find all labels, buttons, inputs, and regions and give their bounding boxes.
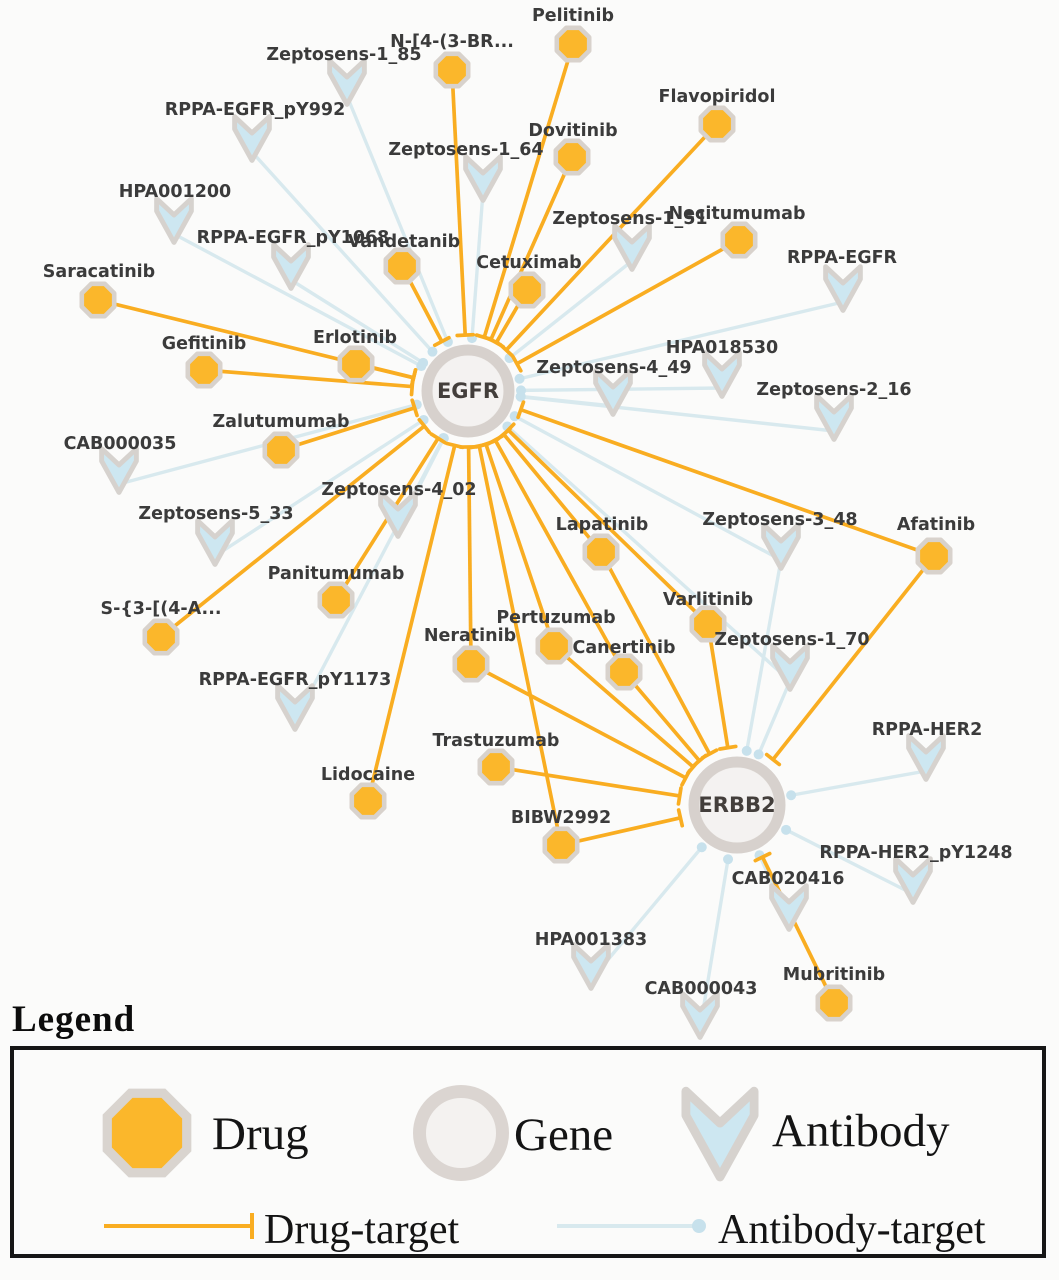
drug-label-afatinib: Afatinib [896, 515, 976, 535]
antibody-label-zeptosens-2-16: Zeptosens-2_16 [756, 380, 912, 400]
drug-label-varlitinib: Varlitinib [662, 590, 754, 610]
drug-node-bibw2992[interactable] [545, 829, 577, 861]
drug-node-lapatinib[interactable] [585, 536, 617, 568]
drug-target-edge-tee-lidocaine-egfr [447, 444, 463, 448]
antibody-target-edge-dot-rppa-her2-py1248-erbb2 [781, 825, 791, 835]
antibody-label-cab000043: CAB000043 [644, 979, 758, 999]
legend-antibody-icon [676, 1080, 764, 1186]
drug-target-edge-tee-afatinib-egfr [518, 402, 523, 417]
drug-label-trastuzumab: Trastuzumab [432, 731, 560, 751]
drug-node-afatinib[interactable] [918, 540, 950, 572]
antibody-label-cab000035: CAB000035 [63, 434, 177, 454]
legend-drug-label: Drug [212, 1108, 309, 1160]
antibody-target-edge-dot-rppa-her2-erbb2 [786, 790, 796, 800]
drug-node-gefitinib[interactable] [188, 354, 220, 386]
drug-label-canertinib: Canertinib [572, 638, 676, 658]
drug-node-s-3-4-a[interactable] [145, 621, 177, 653]
drug-node-pelitinib[interactable] [557, 28, 589, 60]
drug-label-flavopiridol: Flavopiridol [658, 87, 776, 107]
antibody-label-rppa-egfr-py1173: RPPA-EGFR_pY1173 [198, 670, 392, 690]
drug-node-necitumumab[interactable] [723, 224, 755, 256]
drug-node-canertinib[interactable] [608, 656, 640, 688]
legend-antibody-target-dot [692, 1219, 706, 1233]
drug-label-erlotinib: Erlotinib [313, 328, 397, 348]
legend-antibody-label: Antibody [772, 1105, 950, 1157]
antibody-label-rppa-her2: RPPA-HER2 [871, 720, 983, 740]
antibody-label-zeptosens-1-64: Zeptosens-1_64 [388, 140, 544, 160]
antibody-node-zeptosens-1-51[interactable] [615, 226, 650, 270]
antibody-label-hpa001383: HPA001383 [534, 930, 648, 950]
antibody-label-rppa-egfr-py992: RPPA-EGFR_pY992 [164, 100, 346, 120]
legend-antibody-target-label: Antibody-target [718, 1207, 986, 1253]
drug-node-flavopiridol[interactable] [701, 108, 733, 140]
drug-node-neratinib[interactable] [455, 648, 487, 680]
antibody-target-edge-dot-zeptosens-1-70-erbb2 [754, 749, 764, 759]
antibody-label-zeptosens-1-51: Zeptosens-1_51 [552, 209, 708, 229]
antibody-node-zeptosens-1-70[interactable] [773, 646, 808, 690]
antibody-node-cab000035[interactable] [102, 449, 137, 493]
legend-title: Legend [12, 999, 136, 1040]
antibody-node-hpa001383[interactable] [574, 945, 609, 989]
drug-label-s-3-4-a: S-{3-[(4-A... [100, 599, 222, 619]
drug-target-edge-tee-bibw2992-egfr [471, 444, 487, 447]
drug-label-pertuzumab: Pertuzumab [496, 608, 616, 628]
antibody-node-rppa-her2-py1248[interactable] [896, 859, 931, 903]
drug-label-bibw2992: BIBW2992 [510, 808, 612, 828]
antibody-node-hpa018530[interactable] [705, 353, 740, 397]
drug-node-saracatinib[interactable] [82, 284, 114, 316]
antibody-target-edge-dot-hpa001383-erbb2 [697, 842, 707, 852]
antibody-label-zeptosens-4-02: Zeptosens-4_02 [321, 480, 477, 500]
drug-target-edge-n-4-3-br-egfr [452, 70, 465, 335]
antibody-label-zeptosens-1-70: Zeptosens-1_70 [714, 630, 870, 650]
drug-target-edge-tee-varlitinib-erbb2 [720, 746, 736, 749]
drug-label-saracatinib: Saracatinib [42, 262, 156, 282]
drug-target-edge-tee-erlotinib-egfr [412, 370, 416, 386]
legend-antibody-target-line [557, 1224, 697, 1228]
antibody-node-rppa-egfr-py1068[interactable] [274, 245, 309, 289]
antibody-target-edge-dot-rppa-egfr-py992-egfr [427, 347, 437, 357]
drug-label-cetuximab: Cetuximab [476, 253, 582, 273]
antibody-node-zeptosens-5-33[interactable] [198, 521, 233, 565]
gene-label-erbb2: ERBB2 [698, 793, 776, 817]
drug-node-n-4-3-br[interactable] [436, 54, 468, 86]
legend-drug-target-label: Drug-target [264, 1207, 460, 1253]
antibody-label-rppa-her2-py1248: RPPA-HER2_pY1248 [819, 843, 1013, 863]
antibody-node-cab020416[interactable] [772, 886, 807, 930]
drug-label-n-4-3-br: N-[4-(3-BR... [390, 32, 514, 52]
drug-label-zalutumumab: Zalutumumab [212, 412, 350, 432]
drug-node-dovitinib[interactable] [556, 141, 588, 173]
antibody-target-edge-dot-rppa-egfr-py1068-egfr [418, 358, 428, 368]
antibody-node-zeptosens-1-64[interactable] [466, 157, 501, 201]
antibody-target-edge-dot-cab000043-erbb2 [723, 854, 733, 864]
drug-label-dovitinib: Dovitinib [528, 121, 618, 141]
legend-gene-icon [413, 1085, 509, 1181]
antibody-label-rppa-egfr: RPPA-EGFR [786, 248, 898, 268]
antibody-label-zeptosens-3-48: Zeptosens-3_48 [702, 510, 858, 530]
antibody-node-zeptosens-2-16[interactable] [817, 396, 852, 440]
drug-node-mubritinib[interactable] [818, 987, 850, 1019]
antibody-target-edge-dot-rppa-egfr-egfr [515, 374, 525, 384]
drug-node-erlotinib[interactable] [340, 348, 372, 380]
antibody-node-hpa001200[interactable] [157, 199, 192, 243]
drug-target-edge-tee-n-4-3-br-egfr [457, 335, 473, 336]
antibody-target-edge-dot-zeptosens-2-16-egfr [516, 392, 526, 402]
drug-label-lapatinib: Lapatinib [555, 515, 649, 535]
antibody-label-hpa001200: HPA001200 [118, 182, 232, 202]
drug-label-lidocaine: Lidocaine [320, 765, 416, 785]
drug-label-vandetanib: Vandetanib [347, 232, 461, 252]
drug-label-gefitinib: Gefitinib [161, 334, 247, 354]
drug-node-zalutumumab[interactable] [265, 434, 297, 466]
drug-label-necitumumab: Necitumumab [668, 204, 806, 224]
antibody-label-zeptosens-1-85: Zeptosens-1_85 [266, 45, 422, 65]
antibody-node-zeptosens-3-48[interactable] [764, 525, 799, 569]
antibody-target-edge-dot-zeptosens-3-48-erbb2 [742, 746, 752, 756]
drug-node-pertuzumab[interactable] [538, 630, 570, 662]
drug-node-vandetanib[interactable] [386, 250, 418, 282]
legend-drug-target-tee [250, 1213, 254, 1239]
antibody-target-edge-zeptosens-1-85-egfr [347, 96, 448, 342]
antibody-target-edge-rppa-her2-erbb2 [791, 771, 926, 795]
gene-label-egfr: EGFR [436, 379, 500, 403]
drug-target-edge-gefitinib-egfr [204, 370, 412, 387]
antibody-node-rppa-egfr-py992[interactable] [235, 117, 270, 161]
antibody-label-zeptosens-4-49: Zeptosens-4_49 [536, 358, 692, 378]
drug-label-neratinib: Neratinib [423, 626, 517, 646]
antibody-label-hpa018530: HPA018530 [665, 338, 779, 358]
legend-drug-target-line [104, 1224, 252, 1228]
antibody-label-rppa-egfr-py1068: RPPA-EGFR_pY1068 [196, 228, 390, 248]
drug-node-panitumumab[interactable] [320, 584, 352, 616]
drug-label-panitumumab: Panitumumab [267, 564, 405, 584]
drug-target-edge-trastuzumab-erbb2 [496, 767, 680, 796]
drug-node-trastuzumab[interactable] [480, 751, 512, 783]
drug-target-edge-tee-bibw2992-erbb2 [679, 810, 683, 826]
legend-gene-label: Gene [514, 1109, 614, 1161]
drug-node-lidocaine[interactable] [352, 785, 384, 817]
drug-label-mubritinib: Mubritinib [782, 965, 886, 985]
antibody-node-cab000043[interactable] [683, 994, 718, 1038]
antibody-label-zeptosens-5-33: Zeptosens-5_33 [138, 504, 294, 524]
antibody-label-cab020416: CAB020416 [731, 869, 845, 889]
antibody-node-rppa-egfr-py1173[interactable] [278, 686, 313, 730]
drug-label-pelitinib: Pelitinib [531, 6, 615, 26]
drug-target-edge-tee-trastuzumab-erbb2 [678, 788, 680, 804]
antibody-node-zeptosens-1-85[interactable] [330, 61, 365, 105]
drug-node-cetuximab[interactable] [511, 274, 543, 306]
